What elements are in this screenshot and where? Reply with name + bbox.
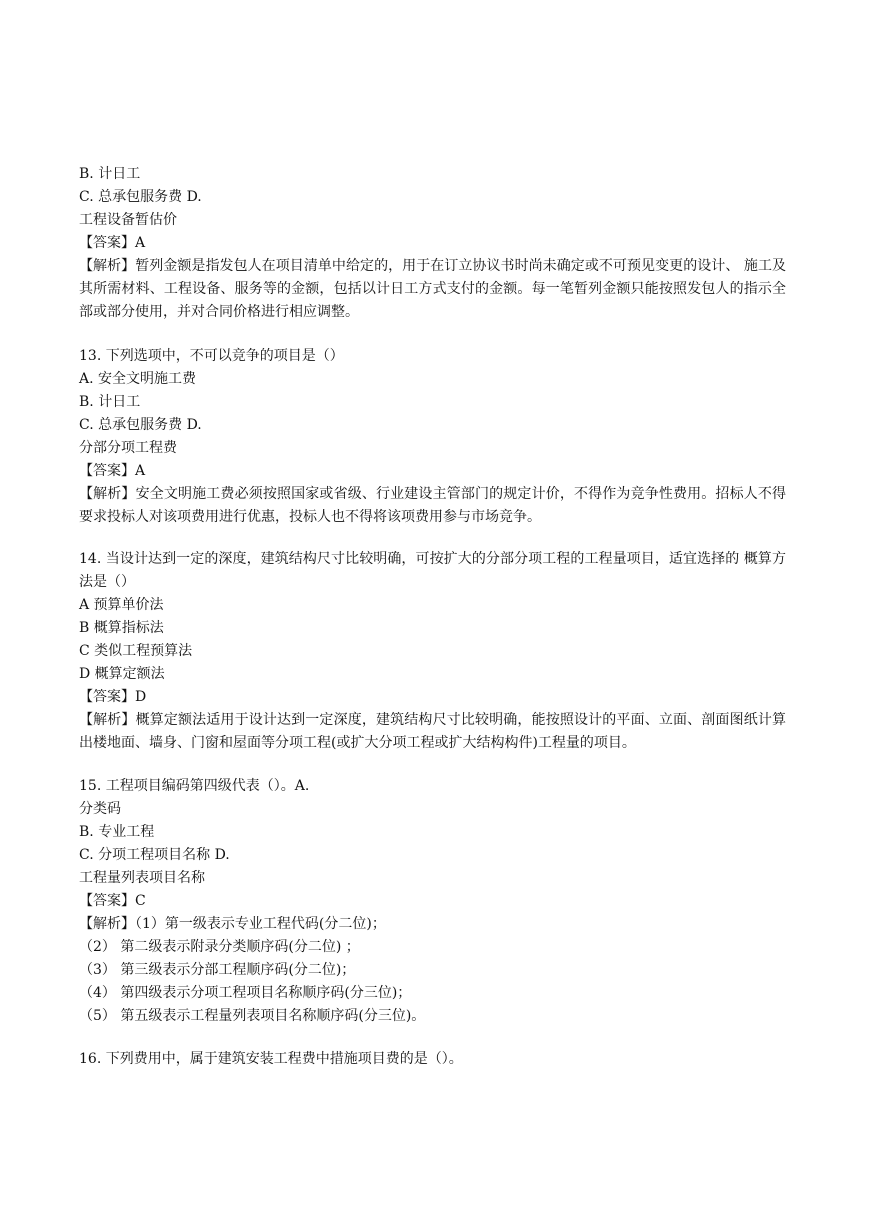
explanation-q15-line-1: 【解析】（1）第一级表示专业工程代码(分二位)； [79, 916, 386, 932]
explanation-q12: 【解析】暂列金额是指发包人在项目清单中给定的，用于在订立协议书时尚未确定或不可预见变更的设计、 施工及其所需材料、工程设备、服务等的金额，包括以计日工方式支付的金额。每一笔暂列金额只能按照发包人的指示全部或部分使用，并对合同价格进行相应调整。 [79, 258, 786, 320]
answer-q13: 【答案】A [79, 463, 146, 479]
option-b-q13: B. 计日工 [79, 394, 141, 410]
option-b-q15: B. 专业工程 [79, 824, 155, 840]
option-b-q14: B 概算指标法 [79, 620, 164, 636]
answer-q14: 【答案】D [79, 689, 147, 705]
option-b-q12: B. 计日工 [79, 166, 141, 182]
option-c-d-q15: C. 分项工程项目名称 D. [79, 847, 230, 863]
explanation-q15-line-3: （3） 第三级表示分部工程顺序码(分二位)； [79, 962, 356, 978]
explanation-q15-line-4: （4） 第四级表示分项工程项目名称顺序码(分三位)； [79, 985, 412, 1001]
option-a-q14: A 预算单价法 [79, 597, 164, 613]
option-d-text-q15: 工程量列表项目名称 [79, 870, 205, 886]
option-c-d-q13: C. 总承包服务费 D. [79, 417, 202, 433]
answer-q15: 【答案】C [79, 893, 146, 909]
question-16: 16. 下列费用中，属于建筑安装工程费中措施项目费的是（）。 [79, 1051, 463, 1067]
option-a-q13: A. 安全文明施工费 [79, 371, 197, 387]
option-a-text-q15: 分类码 [79, 801, 121, 817]
explanation-q14: 【解析】概算定额法适用于设计达到一定深度，建筑结构尺寸比较明确，能按照设计的平面、立面、剖面图纸计算出楼地面、墙身、门窗和屋面等分项工程(或扩大分项工程或扩大结构构件)工程量的项目。 [79, 712, 786, 751]
question-15: 15. 工程项目编码第四级代表（）。A. [79, 778, 310, 794]
explanation-q15-line-5: （5） 第五级表示工程量列表项目名称顺序码(分三位)。 [79, 1008, 426, 1024]
question-14: 14. 当设计达到一定的深度，建筑结构尺寸比较明确，可按扩大的分部分项工程的工程量项目，适宜选择的 概算方法是（） [79, 551, 786, 590]
question-13: 13. 下列选项中，不可以竞争的项目是（） [79, 348, 344, 364]
option-d-text-q12: 工程设备暂估价 [79, 212, 177, 228]
option-d-text-q13: 分部分项工程费 [79, 440, 177, 456]
answer-q12: 【答案】A [79, 235, 146, 251]
explanation-q13: 【解析】安全文明施工费必须按照国家或省级、行业建设主管部门的规定计价，不得作为竞争性费用。招标人不得要求投标人对该项费用进行优惠，投标人也不得将该项费用参与市场竞争。 [79, 486, 786, 525]
option-c-q14: C 类似工程预算法 [79, 643, 193, 659]
option-c-d-q12: C. 总承包服务费 D. [79, 189, 202, 205]
option-d-q14: D 概算定额法 [79, 666, 165, 682]
explanation-q15-line-2: （2） 第二级表示附录分类顺序码(分二位) ； [79, 939, 360, 955]
